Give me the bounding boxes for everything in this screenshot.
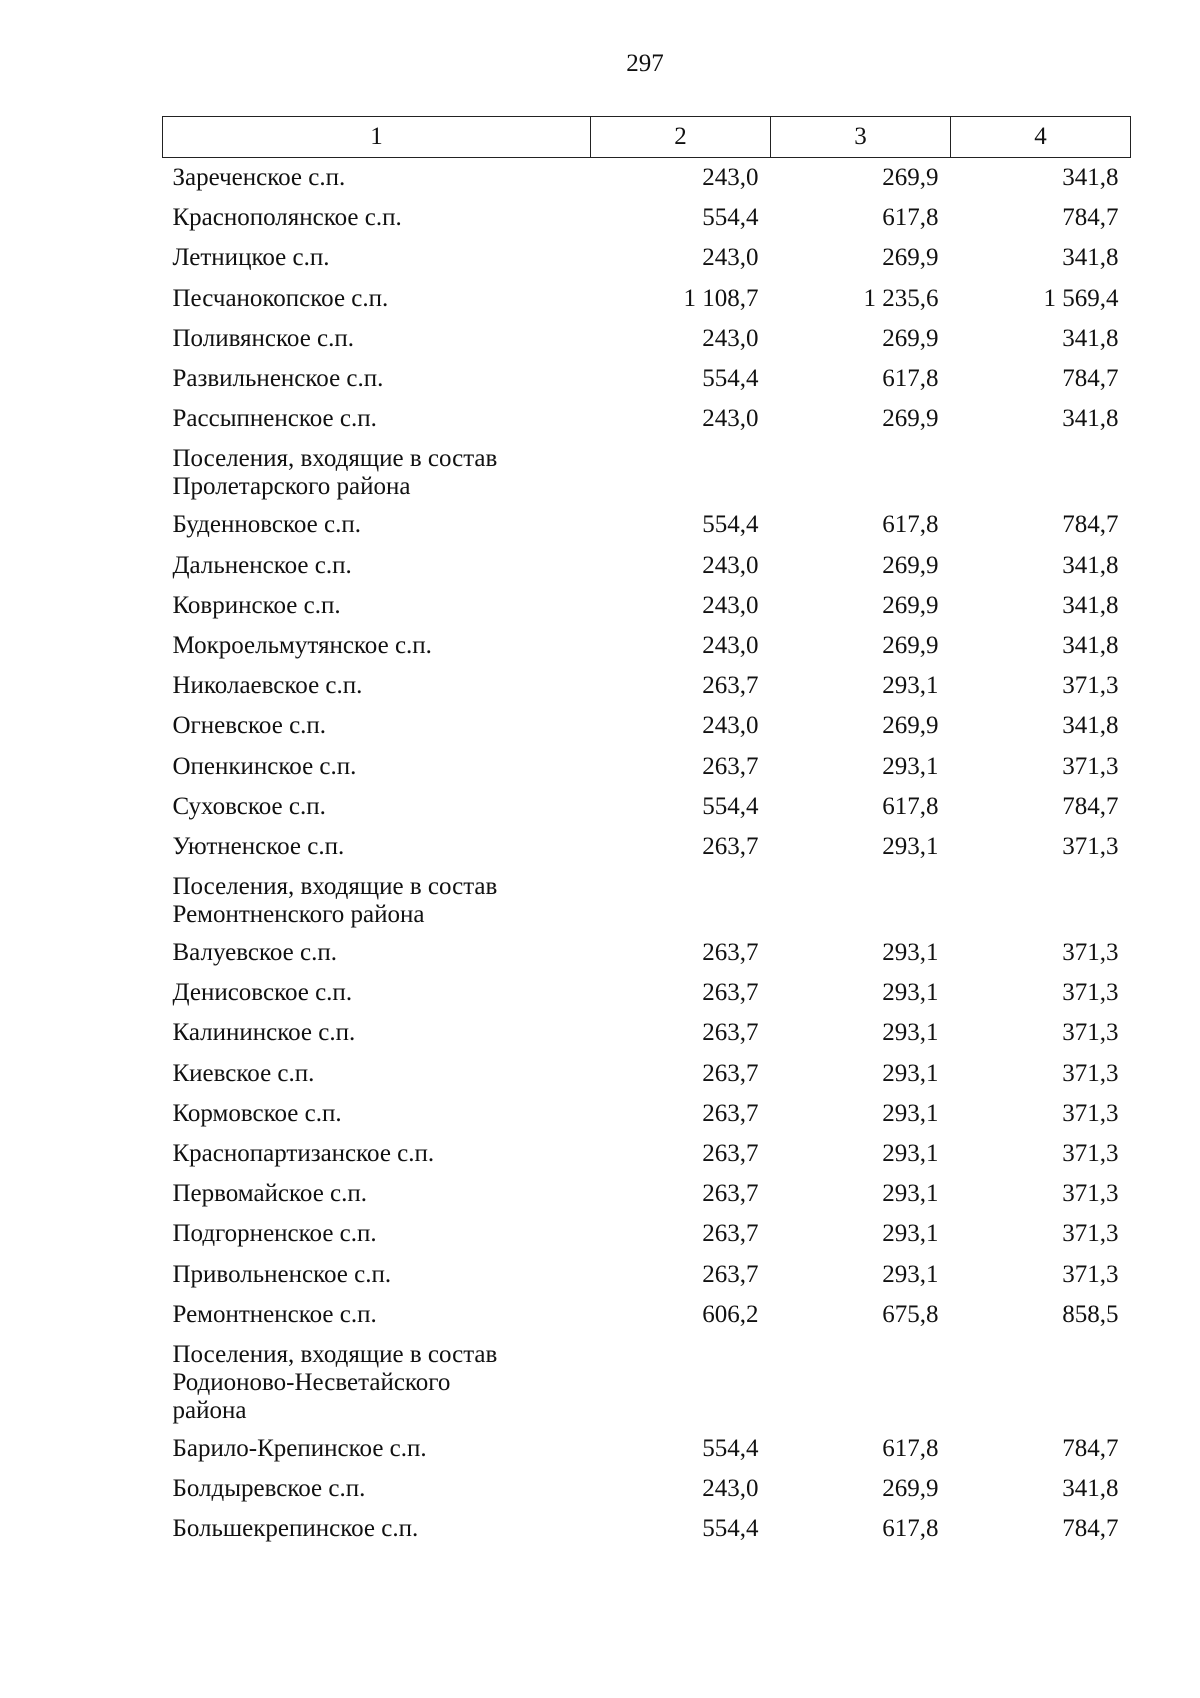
table-row [163,827,1131,867]
value-col-2: 263,7 [702,1099,759,1127]
value-col-3: 617,8 [882,792,939,820]
value-col-4: 371,3 [1062,1099,1119,1127]
value-col-4: 784,7 [1062,1515,1119,1543]
value-col-4: 341,8 [1062,164,1119,192]
table-row [163,359,1131,399]
value-col-3: 269,9 [882,244,939,272]
value-col-3: 293,1 [882,1019,939,1047]
value-col-2: 606,2 [702,1300,759,1328]
value-col-4: 341,8 [1062,591,1119,619]
settlement-name: Валуевское с.п. [172,939,337,967]
settlement-name: Буденновское с.п. [172,511,361,539]
table-row [163,586,1131,626]
table-row [163,158,1131,199]
table-row [163,1255,1131,1295]
value-col-4: 1 569,4 [1043,284,1119,312]
settlement-name: Краснопартизанское с.п. [172,1140,435,1168]
data-table-container [162,116,1130,1549]
value-col-3: 617,8 [882,204,939,232]
group-title-line: Поселения, входящие в состав [172,873,498,900]
settlement-name: Киевское с.п. [172,1059,315,1087]
value-col-2: 243,0 [702,712,759,740]
value-col-4: 341,8 [1062,712,1119,740]
settlement-name: Первомайское с.п. [172,1180,368,1208]
table-row [163,1214,1131,1254]
value-col-4: 371,3 [1062,1260,1119,1288]
value-col-2: 554,4 [702,365,759,393]
table-row [163,1094,1131,1134]
value-col-2: 554,4 [702,792,759,820]
value-col-2: 243,0 [702,591,759,619]
page-number: 297 [626,50,664,77]
value-col-4: 341,8 [1062,551,1119,579]
value-col-2: 263,7 [702,1180,759,1208]
settlement-name: Зареченское с.п. [172,164,346,192]
value-col-3: 293,1 [882,752,939,780]
table-row [163,626,1131,666]
settlement-name: Рассыпненское с.п. [172,405,377,433]
settlement-name: Подгорненское с.п. [172,1220,377,1248]
table-row [163,1429,1131,1469]
value-col-3: 293,1 [882,832,939,860]
value-col-3: 269,9 [882,324,939,352]
value-col-4: 341,8 [1062,631,1119,659]
settlement-name: Поливянское с.п. [172,324,355,352]
value-col-2: 554,4 [702,1434,759,1462]
table-row [163,973,1131,1013]
value-col-3: 269,9 [882,164,939,192]
table-row [163,1295,1131,1335]
value-col-2: 554,4 [702,204,759,232]
value-col-3: 269,9 [882,712,939,740]
settlement-name: Летницкое с.п. [172,244,330,272]
value-col-2: 263,7 [702,832,759,860]
value-col-2: 263,7 [702,1140,759,1168]
settlement-name: Дальненское с.п. [172,551,352,579]
value-col-2: 554,4 [702,511,759,539]
group-header-row [163,867,1131,933]
value-col-4: 858,5 [1062,1300,1119,1328]
settlement-name: Песчанокопское с.п. [172,284,389,312]
value-col-4: 371,3 [1062,672,1119,700]
value-col-4: 371,3 [1062,1220,1119,1248]
value-col-3: 293,1 [882,1059,939,1087]
value-col-4: 784,7 [1062,1434,1119,1462]
value-col-4: 371,3 [1062,979,1119,1007]
group-title-line: Пролетарского района [172,473,411,501]
value-col-4: 371,3 [1062,1019,1119,1047]
value-col-3: 269,9 [882,591,939,619]
value-col-4: 341,8 [1062,324,1119,352]
table-row [163,399,1131,439]
table-row [163,1013,1131,1053]
value-col-4: 341,8 [1062,1475,1119,1503]
group-title-line: Поселения, входящие в состав [172,1340,498,1368]
value-col-2: 243,0 [702,1475,759,1503]
header-col-2: 2 [591,117,771,158]
table-row [163,1509,1131,1549]
value-col-2: 243,0 [702,324,759,352]
value-col-4: 784,7 [1062,511,1119,539]
group-title [163,1335,1131,1429]
settlement-name: Мокроельмутянское с.п. [172,631,432,659]
settlement-name: Кормовское с.п. [172,1099,342,1127]
value-col-3: 293,1 [882,979,939,1007]
table-row [163,933,1131,973]
table-row [163,238,1131,278]
table-row [163,666,1131,706]
value-col-2: 263,7 [702,1019,759,1047]
settlement-name: Уютненское с.п. [172,832,345,860]
value-col-4: 371,3 [1062,1180,1119,1208]
header-col-1: 1 [163,117,591,158]
value-col-2: 263,7 [702,1059,759,1087]
table-row [163,1469,1131,1509]
table-row [163,787,1131,827]
group-title-line: Родионово-Несветайского [172,1368,451,1396]
value-col-3: 617,8 [882,1515,939,1543]
value-col-3: 293,1 [882,939,939,967]
value-col-2: 263,7 [702,752,759,780]
value-col-2: 243,0 [702,631,759,659]
value-col-2: 243,0 [702,164,759,192]
value-col-4: 371,3 [1062,939,1119,967]
value-col-2: 263,7 [702,1220,759,1248]
settlement-name: Опенкинское с.п. [172,752,357,780]
value-col-3: 617,8 [882,1434,939,1462]
header-row [163,117,1131,158]
value-col-3: 293,1 [882,1180,939,1208]
value-col-4: 371,3 [1062,752,1119,780]
value-col-4: 341,8 [1062,244,1119,272]
header-col-4: 4 [951,117,1131,158]
value-col-3: 293,1 [882,672,939,700]
value-col-3: 617,8 [882,365,939,393]
value-col-4: 784,7 [1062,204,1119,232]
settlement-name: Развильненское с.п. [172,365,384,393]
settlement-name: Огневское с.п. [172,712,327,740]
value-col-2: 554,4 [702,1515,759,1543]
table-row [163,319,1131,359]
table-row [163,546,1131,586]
group-title-line: Поселения, входящие в состав [172,445,498,473]
group-title [163,439,1131,505]
value-col-2: 243,0 [702,405,759,433]
table-row [163,1134,1131,1174]
value-col-3: 269,9 [882,551,939,579]
group-header-row [163,1335,1131,1429]
value-col-3: 293,1 [882,1260,939,1288]
value-col-2: 263,7 [702,939,759,967]
value-col-3: 675,8 [882,1300,939,1328]
group-title [163,867,1131,933]
value-col-2: 1 108,7 [683,284,759,312]
value-col-3: 617,8 [882,511,939,539]
settlement-name: Ковринское с.п. [172,591,341,619]
value-col-3: 293,1 [882,1220,939,1248]
table-row [163,1054,1131,1094]
value-col-2: 263,7 [702,979,759,1007]
table-row [163,505,1131,545]
table-header [163,117,1131,158]
table-row [163,746,1131,786]
settlement-name: Барило-Крепинское с.п. [172,1434,427,1462]
value-col-4: 784,7 [1062,792,1119,820]
settlement-name: Привольненское с.п. [172,1260,392,1288]
group-header-row [163,439,1131,505]
value-col-3: 293,1 [882,1099,939,1127]
value-col-3: 269,9 [882,631,939,659]
table-body [163,158,1131,1550]
value-col-2: 263,7 [702,1260,759,1288]
value-col-3: 269,9 [882,1475,939,1503]
value-col-4: 341,8 [1062,405,1119,433]
group-title-line: района [172,1396,247,1424]
settlement-name: Большекрепинское с.п. [172,1515,419,1543]
table-row [163,706,1131,746]
table-row [163,1174,1131,1214]
value-col-4: 784,7 [1062,365,1119,393]
settlement-name: Калининское с.п. [172,1019,356,1047]
value-col-4: 371,3 [1062,1059,1119,1087]
settlement-name: Суховское с.п. [172,792,326,820]
data-table [162,116,1131,1549]
table-row [163,279,1131,319]
settlement-name: Краснополянское с.п. [172,204,402,232]
settlement-name: Денисовское с.п. [172,979,353,1007]
value-col-4: 371,3 [1062,832,1119,860]
value-col-4: 371,3 [1062,1140,1119,1168]
value-col-3: 269,9 [882,405,939,433]
header-col-3: 3 [771,117,951,158]
group-title-line: Ремонтненского района [172,901,425,928]
value-col-3: 1 235,6 [863,284,939,312]
value-col-3: 293,1 [882,1140,939,1168]
value-col-2: 263,7 [702,672,759,700]
value-col-2: 243,0 [702,244,759,272]
table-row [163,198,1131,238]
value-col-2: 243,0 [702,551,759,579]
settlement-name: Николаевское с.п. [172,672,363,700]
settlement-name: Болдыревское с.п. [172,1475,366,1503]
settlement-name: Ремонтненское с.п. [172,1300,377,1328]
